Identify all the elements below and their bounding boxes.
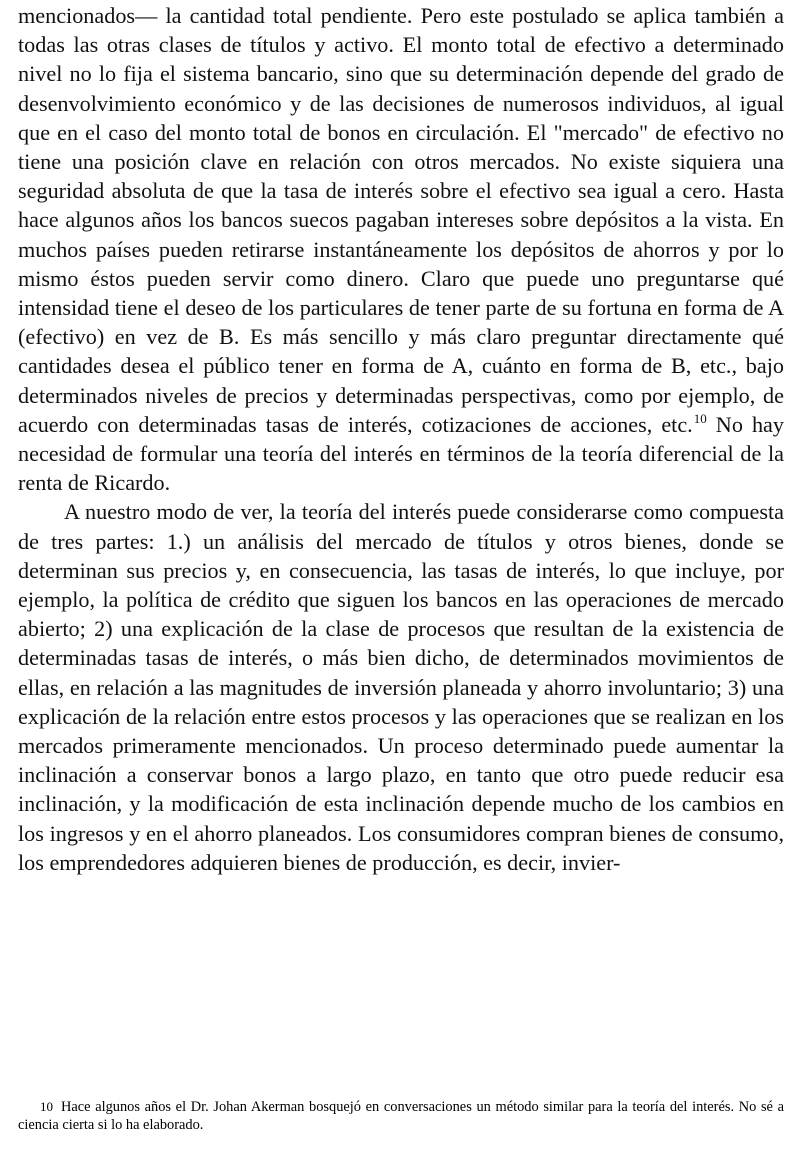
footnote-number: 10 [40,1099,53,1114]
paragraph-1 [18,1,784,497]
footnote-reference: 10 [693,411,707,427]
document-page [18,0,784,1153]
paragraph-1-text-cont: No hay necesidad de formular una teoría del interés en términos de la teoría diferencial de la renta de Ricardo. [18,411,785,496]
footnote [18,1098,784,1134]
footnote-text: Hace algunos años el Dr. Johan Akerman bosquejó en conversaciones un método similar para la teoría del interés. No sé a ciencia cierta si lo ha elaborado. [18,1099,784,1133]
paragraph-2: A nuestro modo de ver, la teoría del interés puede considerarse como compuesta de tres partes: 1.) un análisis del mercado de títulos y otros bienes, donde se determinan sus precios y, en consecuencia, las tasas de interés, lo que incluye, por ejemplo, la política de crédito que siguen los bancos en las operaciones de mercado abierto; 2) una explicación de la clase de procesos que resultan de la existencia de determinadas tasas de interés, o más bien dicho, de determinados movimientos de ellas, en relación a las magnitudes de inversión planeada y ahorro involuntario; 3) una explicación de la relación entre estos procesos y las operaciones que se realizan en los mercados primeramente mencionados. Un proceso determinado puede aumentar la inclinación a conservar bonos a largo plazo, en tanto que otro puede reducir esa inclinación, y la modificación de esta inclinación depende mucho de los cambios en los ingresos y en el ahorro planeados. Los consumidores compran bienes de consumo, los emprendedores adquieren bienes de producción, es decir, invier- [18,499,784,875]
paragraph-1-text: mencionados— la cantidad total pendiente. Pero este postulado se aplica también a todas las otras clases de títulos y activo. El monto total de efectivo a determinado nivel no lo fija el sistema bancario, sino que su determinación depende del grado de desenvolvimiento económico y de las decisiones de numerosos individuos, al igual que en el caso del monto total de bonos en circulación. El "mercado" de efectivo no tiene una posición clave en relación con otros mercados. No existe siquiera una seguridad absoluta de que la tasa de interés sobre el efectivo sea igual a cero. Hasta hace algunos años los bancos suecos pagaban intereses sobre depósitos a la vista. En muchos países pueden retirarse instantáneamente los depósitos de ahorros y por lo mismo éstos pueden servir como dinero. Claro que puede uno preguntarse qué intensidad tiene el deseo de los particulares de tener parte de su fortuna en forma de A (efectivo) en vez de B. Es más sencillo y más claro preguntar directamente qué cantidades desea el público tener en forma de A, cuánto en forma de B, etc., bajo determinados niveles de precios y determinadas perspectivas, como por ejemplo, de acuerdo con determinadas tasas de interés, cotizaciones de acciones, etc. [18,3,784,437]
